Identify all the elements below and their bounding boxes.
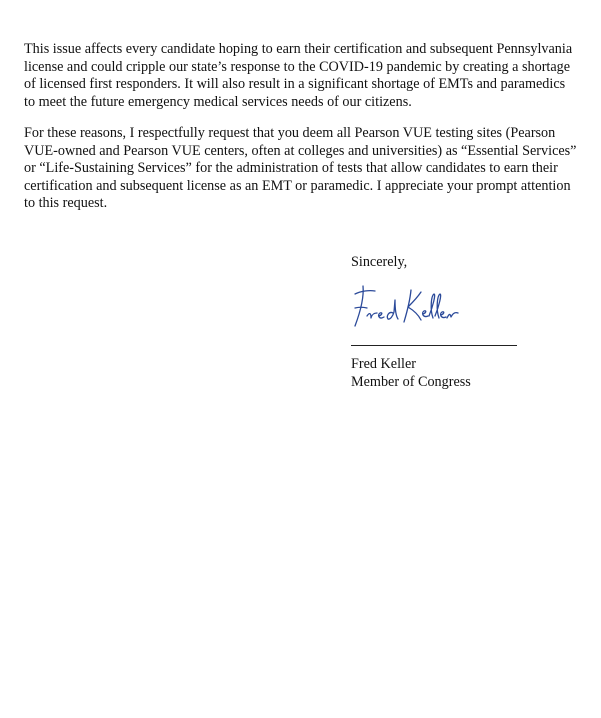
paragraph-line: For these reasons, I respectfully request that you deem all Pearson VUE testing sites (Pearson <box>24 125 556 141</box>
signature-line <box>351 345 517 346</box>
paragraph-line: of licensed first responders. It will also result in a significant shortage of EMTs and paramedics <box>24 76 566 93</box>
paragraph-line: license and could cripple our state’s response to the COVID-19 pandemic by creating a shortage <box>24 58 571 75</box>
paragraph-line: or “Life-Sustaining Services” for the administration of tests that allow candidates to earn their <box>24 160 558 177</box>
paragraph-line: certification and subsequent license as an EMT or paramedic. I appreciate your prompt attention <box>24 177 571 194</box>
paragraph-line: VUE-owned and Pearson VUE centers, often at colleges and universities) as “Essential Services” <box>24 142 577 159</box>
signer-title: Member of Congress <box>351 373 471 390</box>
body-paragraph-1 <box>24 41 596 111</box>
paragraph-line: to this request. <box>24 195 108 212</box>
handwritten-signature <box>349 282 469 332</box>
paragraph-line: This issue affects every candidate hoping to earn their certification and subsequent Pennsylvania <box>24 41 573 57</box>
closing-salutation: Sincerely, <box>351 254 408 270</box>
body-paragraph-2 <box>24 125 596 213</box>
signer-block <box>351 356 471 391</box>
signer-name: Fred Keller <box>351 356 417 372</box>
paragraph-line: to meet the future emergency medical services needs of our citizens. <box>24 93 412 110</box>
